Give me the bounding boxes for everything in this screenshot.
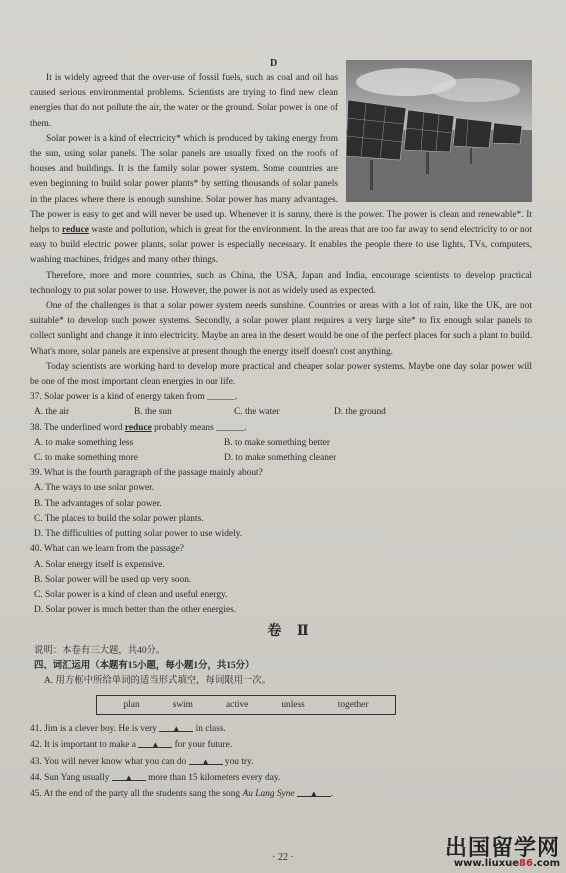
question-38: 38. The underlined word reduce probably means ______. [30,422,247,433]
triangle-icon: ▲ [151,740,160,750]
option[interactable]: A. the air [34,407,70,418]
watermark-title: 出国留学网 [444,835,560,861]
section-4-heading: 四、词汇运用（本题有15小题，每小题1分，共15分） [34,660,255,671]
word-bank-item: together [337,699,369,710]
passage-paragraph-4: One of the challenges is that a solar power system needs sunshine. Countries or areas with a lot of rain, like the UK, are not suitable* to develop such power systems. Secondly, a solar power plant requires a very large site* to fix enough solar panels to collect sunlight and change it into electricity. Maybe an area in the desert would be one of the perfect places for such a plant to build. What's more, solar panels are expensive at present though the energy itself doesn't cost anything. [30,301,532,357]
option[interactable]: A. The ways to use solar power. [34,483,155,494]
triangle-icon: ▲ [172,724,181,734]
option[interactable]: D. The difficulties of putting solar power to use widely. [34,529,243,540]
site-watermark [444,835,560,871]
option[interactable]: B. the sun [134,407,172,418]
question-43: 43. You will never know what you can do ▲ you try. [30,754,532,770]
word-bank-item: swim [172,699,193,710]
word-bank-box [96,695,396,715]
part-2-note: 说明：本卷有三大题，共40分。 [34,645,166,656]
option[interactable]: D. Solar power is much better than the other energies. [34,605,237,616]
question-44: 44. Sun Yang usually ▲ more than 15 kilometers every day. [30,770,532,786]
option[interactable]: C. The places to build the solar power plants. [34,513,204,524]
question-38-options-row1 [34,436,532,451]
option[interactable]: C. the water [234,407,280,418]
triangle-icon: ▲ [309,788,318,798]
answer-blank[interactable] [159,721,193,732]
question-37-options [34,405,532,420]
question-45: 45. At the end of the party all the students sang the song Au Lang Syne ▲ . [30,786,532,802]
option[interactable]: C. to make something more [34,453,138,464]
word-bank-item: unless [281,699,305,710]
triangle-icon: ▲ [201,756,210,766]
section-4a-instruction: A. 用方框中所给单词的适当形式填空，每词限用一次。 [44,675,272,686]
option[interactable]: A. Solar energy itself is expensive. [34,559,165,570]
option[interactable]: D. to make something cleaner [224,453,337,464]
passage-paragraph-3: Therefore, more and more countries, such as China, the USA, Japan and India, encourage scientists to develop practical technology to put solar power to use. However, the power is not as widely used as expected. [30,270,532,296]
answer-blank[interactable] [189,754,223,765]
question-42: 42. It is important to make a ▲ for your future. [30,737,532,753]
option[interactable]: C. Solar power is a kind of clean and useful energy. [34,589,228,600]
option[interactable]: B. Solar power will be used up very soon. [34,574,192,585]
question-38-options-row2 [34,451,532,466]
question-41: 41. Jim is a clever boy. He is very ▲ in class. [30,721,532,737]
passage-paragraph-2: Solar power is a kind of electricity* which is produced by taking energy from the sun, using solar panels. The solar panels are usually fixed on the roofs of houses and buildings. It is the family solar power system. Some countries are even beginning to build solar power plants* by setting thousands of solar panels in the places where there is enough sunshine. Solar power has many advantages. The power is easy to get and will never be used up. Whenever it is sunny, there is the power. The power is clean and renewable*. It helps to reduce waste and pollution, which is great for the environment. In the areas that are too far away to send electricity to or not easy to build electric power plants, solar power is especially necessary. It enables the people there to use lights, TVs, computers, washing machines, fridges and many other things. [30,133,533,266]
page-number: · 22 · [272,851,294,863]
answer-blank[interactable] [112,770,146,781]
word-bank-item: active [225,699,249,710]
option[interactable]: B. The advantages of solar power. [34,498,162,509]
option[interactable]: D. the ground [334,407,386,418]
question-40: 40. What can we learn from the passage? [30,544,184,555]
passage-paragraph-1: It is widely agreed that the over-use of fossil fuels, such as coal and oil has caused serious environmental problems. Scientists are trying to find new clean energies that do not pollute the air, the water or the ground. Solar power is one of them. [30,73,338,129]
watermark-url: www.liuxue86.com [453,857,560,869]
question-39: 39. What is the fourth paragraph of the passage mainly about? [30,468,263,479]
section-letter: D [270,58,278,69]
question-37: 37. Solar power is a kind of energy taken from ______. [30,392,238,403]
triangle-icon: ▲ [124,772,133,782]
answer-blank[interactable] [297,786,331,797]
underlined-word-reduce: reduce [62,225,89,236]
answer-blank[interactable] [138,737,172,748]
word-bank-item: plan [123,699,140,710]
passage-paragraph-5: Today scientists are working hard to develop more practical and cheaper solar power systems. Maybe one day solar power will be one of the most important clean energies in our life. [30,361,532,388]
part-2-title: 卷 Ⅱ [267,624,315,640]
option[interactable]: A. to make something less [34,437,134,448]
solar-panels-photo [346,60,532,202]
option[interactable]: B. to make something better [224,437,330,448]
